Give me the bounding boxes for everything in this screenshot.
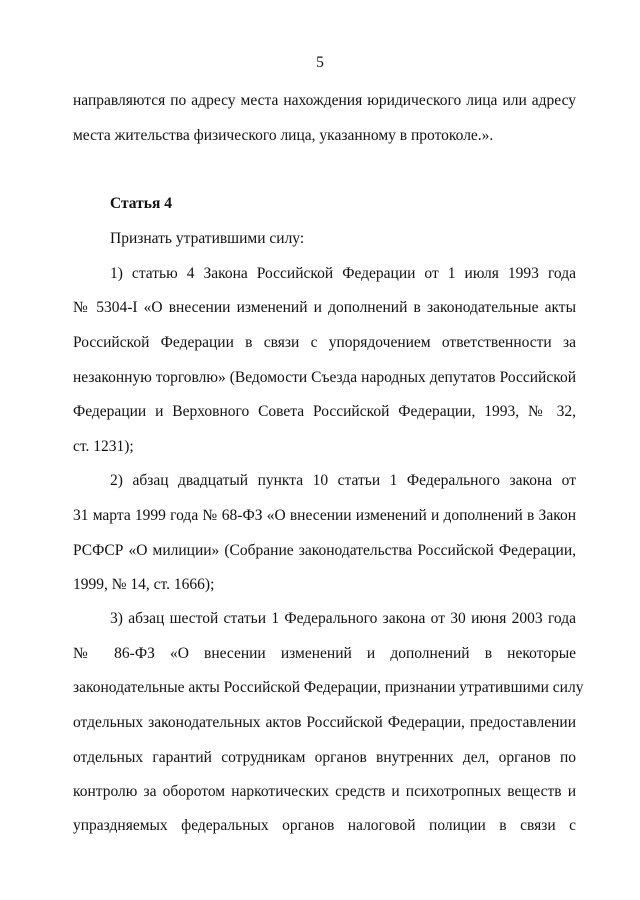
text-line: направляются по адресу места нахождения юридического лица или адресу <box>73 92 576 109</box>
text-line: 1999, № 14, ст. 1666); <box>73 576 215 593</box>
text-line: ст. 1231); <box>73 438 134 455</box>
text-line: РСФСР «О милиции» (Собрание законодательства Российской Федерации, <box>73 542 576 559</box>
text-line: незаконную торговлю» (Ведомости Съезда народных депутатов Российской <box>73 369 576 386</box>
text-line: № 86-ФЗ «О внесении изменений и дополнений в некоторые <box>73 645 576 662</box>
text-line: № 5304-I «О внесении изменений и дополнений в законодательные акты <box>73 299 576 316</box>
list-item-3-line: 3) абзац шестой статьи 1 Федерального закона от 30 июня 2003 года <box>110 610 576 627</box>
text-line: 31 марта 1999 года № 68-ФЗ «О внесении изменений и дополнений в Закон <box>73 507 576 524</box>
list-item-2-line: 2) абзац двадцатый пункта 10 статьи 1 Федерального закона от <box>110 472 576 489</box>
text-line: места жительства физического лица, указанному в протоколе.». <box>73 127 494 144</box>
text-line: Российской Федерации в связи с упорядочением ответственности за <box>73 334 576 351</box>
text-line: законодательные акты Российской Федерации, признании утратившими силу <box>73 679 584 696</box>
page-number: 5 <box>316 54 324 71</box>
text-line: Федерации и Верховного Совета Российской Федерации, 1993, № 32, <box>73 403 576 420</box>
text-line: отдельных гарантий сотрудникам органов внутренних дел, органов по <box>73 749 576 766</box>
article-heading: Статья 4 <box>110 195 172 212</box>
list-item-1-line: 1) статью 4 Закона Российской Федерации от 1 июля 1993 года <box>110 265 576 282</box>
text-line: отдельных законодательных актов Российской Федерации, предоставлении <box>73 714 576 731</box>
text-line: Признать утратившими силу: <box>110 230 305 247</box>
text-line: контролю за оборотом наркотических средств и психотропных веществ и <box>73 783 576 800</box>
text-line: упраздняемых федеральных органов налоговой полиции в связи с <box>73 817 576 834</box>
